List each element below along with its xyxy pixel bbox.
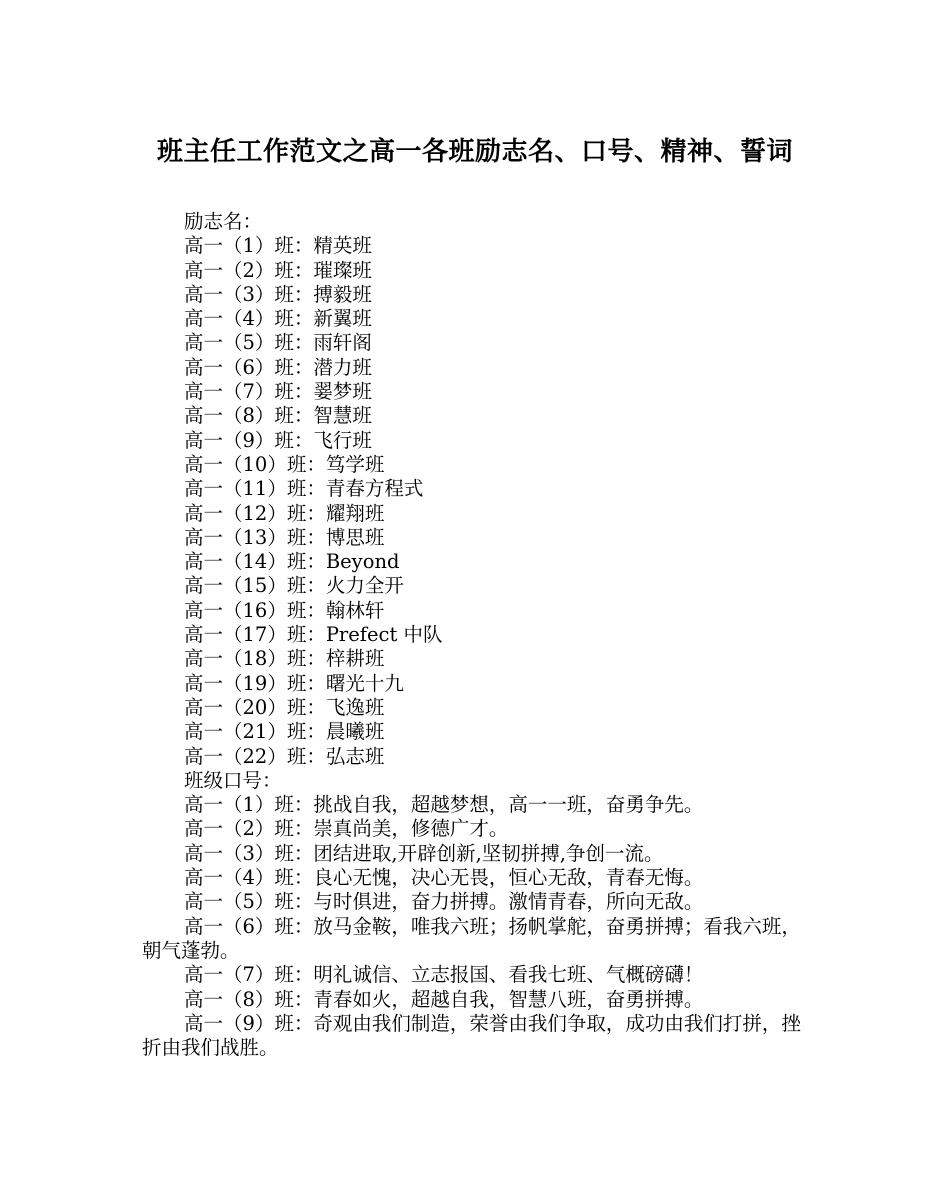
list-item: 高一（7）班：明礼诚信、立志报国、看我七班、气概磅礴！ xyxy=(184,963,704,987)
list-item: 高一（21）班：晨曦班 xyxy=(184,720,385,744)
list-item: 高一（4）班：良心无愧，决心无畏，恒心无敌，青春无悔。 xyxy=(184,866,704,890)
document-title: 班主任工作范文之高一各班励志名、口号、精神、誓词 xyxy=(156,137,793,167)
list-item: 高一（8）班：智慧班 xyxy=(184,404,372,428)
list-item: 高一（6）班：潜力班 xyxy=(184,355,372,379)
list-item: 高一（4）班：新翼班 xyxy=(184,307,372,331)
list-item: 高一（1）班：挑战自我，超越梦想，高一一班，奋勇争先。 xyxy=(184,793,704,817)
list-item: 高一（11）班：青春方程式 xyxy=(184,477,424,501)
list-item: 高一（18）班：梓耕班 xyxy=(184,647,385,671)
list-item: 高一（12）班：耀翔班 xyxy=(184,501,385,525)
list-item: 高一（13）班：博思班 xyxy=(184,525,385,549)
list-item: 高一（20）班：飞逸班 xyxy=(184,695,385,719)
list-item: 高一（2）班：崇真尚美，修德广才。 xyxy=(184,817,509,841)
list-item: 高一（7）班：翣梦班 xyxy=(184,380,372,404)
list-item: 高一（5）班：与时俱进，奋力拼搏。激情青春，所向无敌。 xyxy=(184,890,704,914)
list-item: 高一（10）班：笃学班 xyxy=(184,452,385,476)
list-item: 高一（1）班：精英班 xyxy=(184,234,372,258)
list-item: 高一（6）班：放马金鞍，唯我六班；扬帆掌舵，奋勇拼搏；看我六班，朝气蓬勃。 xyxy=(142,914,801,962)
list-item: 高一（9）班：奇观由我们制造，荣誉由我们争取，成功由我们打拼，挫折由我们战胜。 xyxy=(142,1011,801,1060)
list-item: 高一（15）班：火力全开 xyxy=(184,574,404,598)
list-item: 高一（22）班：弘志班 xyxy=(184,744,385,768)
list-item: 高一（3）班：团结进取,开辟创新,坚韧拼搏,争创一流。 xyxy=(184,841,664,865)
list-item: 高一（17）班：Prefect 中队 xyxy=(184,623,443,647)
list-item: 高一（9）班：飞行班 xyxy=(184,428,372,452)
section-heading: 班级口号： xyxy=(184,768,282,792)
section-heading: 励志名： xyxy=(184,210,263,233)
document-body xyxy=(142,210,810,1060)
list-item: 高一（2）班：璀璨班 xyxy=(184,258,372,282)
list-item: 高一（5）班：雨轩阁 xyxy=(184,331,372,355)
list-item: 高一（14）班：Beyond xyxy=(184,550,400,574)
list-item: 高一（3）班：搏毅班 xyxy=(184,282,372,306)
list-item: 高一（8）班：青春如火，超越自我，智慧八班，奋勇拼搏。 xyxy=(184,987,704,1011)
list-item: 高一（19）班：曙光十九 xyxy=(184,671,404,695)
list-item: 高一（16）班：翰林轩 xyxy=(184,598,385,622)
